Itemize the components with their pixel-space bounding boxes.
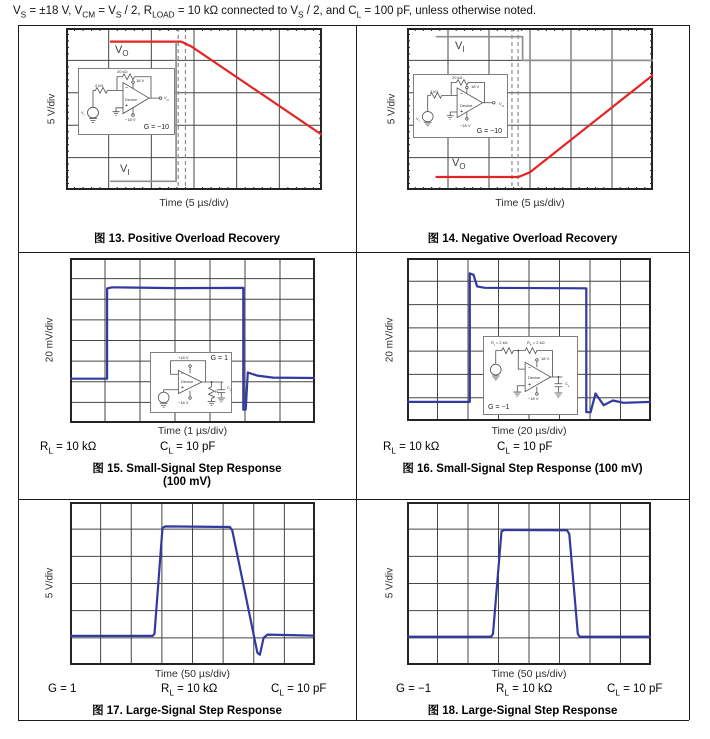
fig13-inset-vi-label: $V_I$ bbox=[81, 110, 85, 117]
fig17-oscilloscope-plot bbox=[70, 502, 315, 665]
fig16-circuit-inset bbox=[483, 336, 578, 415]
fig14-circuit-inset bbox=[413, 74, 508, 138]
fig14-inset-device-label: Device bbox=[460, 102, 473, 108]
fig16-inset-device-label: Device bbox=[528, 374, 541, 380]
fig18-x-axis-label: Time (50 µs/div) bbox=[491, 668, 567, 680]
table-rule-row2 bbox=[18, 499, 689, 500]
fig13-circuit-inset bbox=[78, 68, 175, 135]
fig17-condition-rl: $R_L = 10$ kΩ bbox=[161, 683, 218, 698]
fig17-condition-cl: $C_L = 10$ pF bbox=[271, 683, 327, 698]
fig14-x-axis-label: Time (5 µs/div) bbox=[495, 197, 565, 209]
fig17-plot-area bbox=[70, 502, 315, 665]
fig16-inset-gain-label: G = −1 bbox=[488, 404, 510, 411]
fig15-inset-gain-label: G = 1 bbox=[210, 355, 228, 362]
fig16-plot-area bbox=[407, 258, 651, 421]
fig18-y-axis-label: 5 V/div bbox=[384, 567, 396, 599]
fig13-inset-noninverting-input-sign: + bbox=[125, 103, 129, 109]
fig16-condition-rl: $R_L = 10$ kΩ bbox=[383, 441, 440, 456]
fig15-caption-line2: (100 mV) bbox=[163, 476, 211, 488]
table-divider-center bbox=[356, 25, 357, 720]
fig15-inset-rl-label: $R_L$ bbox=[215, 389, 220, 396]
fig18-caption: 图 18. Large-Signal Step Response bbox=[427, 705, 618, 717]
fig15-plot-area bbox=[70, 258, 315, 423]
fig16-inset-positive-supply: 18 V bbox=[541, 356, 550, 361]
fig15-circuit-inset bbox=[150, 352, 232, 413]
fig15-inset-negative-supply: −18 V bbox=[178, 400, 189, 405]
fig13-x-axis-label: Time (5 µs/div) bbox=[159, 197, 229, 209]
fig13-inset-positive-supply: 18 V bbox=[136, 78, 145, 83]
fig15-condition-rl: $R_L = 10$ kΩ bbox=[40, 441, 97, 456]
fig15-inset-inverting-input-sign: − bbox=[181, 371, 185, 377]
fig14-trace-label-vo: $V_O$ bbox=[452, 157, 466, 172]
trace-VI bbox=[437, 37, 654, 61]
fig15-inset-device-label: Device bbox=[181, 379, 194, 384]
table-rule-row1 bbox=[18, 252, 689, 253]
fig16-inset-feedback-resistor-label: $R_F = 2$ kΩ bbox=[527, 340, 545, 347]
fig16-inset-noninverting-input-sign: + bbox=[528, 382, 532, 388]
fig15-y-axis-label: 20 mV/div bbox=[44, 317, 56, 363]
table-border-top bbox=[18, 25, 689, 26]
fig13-trace-label-vi: $V_I$ bbox=[120, 163, 130, 178]
fig14-inset-input-resistor-value: 2 kΩ bbox=[430, 88, 439, 94]
fig13-inset-device-label: Device bbox=[125, 96, 138, 102]
fig17-x-axis-label: Time (50 µs/div) bbox=[154, 668, 231, 680]
fig13-inset-feedback-resistor-value: 20 kΩ bbox=[117, 69, 128, 74]
fig14-inset-vo-label: $V_O$ bbox=[499, 101, 505, 108]
fig17-condition-gain: G = 1 bbox=[48, 683, 77, 695]
fig14-inset-negative-supply: −18 V bbox=[460, 123, 471, 128]
fig16-inset-cl-label: $C_L$ bbox=[565, 381, 570, 388]
test-conditions-text: $V_S = \pm 18$ V, $V_{CM} = V_S / 2$, $R_{LOAD} = 10$ kΩ connected to $V_S / 2$, and $C_L = 100$ pF, unless otherwise noted. bbox=[13, 5, 537, 20]
fig16-inset-input-resistor-label: $R_I = 2$ kΩ bbox=[491, 340, 508, 347]
fig13-inset-input-resistor-value: 2 kΩ bbox=[95, 82, 104, 88]
fig14-inset-vi-label: $V_I$ bbox=[416, 116, 420, 123]
fig15-x-axis-label: Time (1 µs/div) bbox=[157, 425, 228, 437]
fig18-condition-cl: $C_L = 10$ pF bbox=[607, 683, 663, 698]
fig13-y-axis-label: 5 V/div bbox=[46, 93, 58, 125]
table-border-bottom bbox=[18, 720, 689, 721]
fig18-plot-area bbox=[407, 502, 651, 665]
fig16-caption: 图 16. Small-Signal Step Response (100 mV) bbox=[402, 463, 643, 475]
fig18-condition-gain: G = −1 bbox=[396, 683, 432, 695]
table-border-left bbox=[18, 25, 19, 720]
fig13-inset-negative-supply: −18 V bbox=[125, 117, 136, 122]
fig15-inset-positive-supply: +18 V bbox=[178, 355, 189, 360]
fig15-caption-line1: 图 15. Small-Signal Step Response bbox=[92, 463, 282, 475]
fig14-caption: 图 14. Negative Overload Recovery bbox=[427, 233, 618, 245]
fig13-inset-gain-label: G = −10 bbox=[143, 124, 169, 131]
fig14-inset-positive-supply: 18 V bbox=[471, 84, 480, 89]
fig18-oscilloscope-plot bbox=[407, 502, 651, 665]
fig16-condition-cl: $C_L = 10$ pF bbox=[497, 441, 553, 456]
fig14-inset-noninverting-input-sign: + bbox=[460, 109, 464, 115]
fig14-inset-inverting-input-sign: − bbox=[460, 91, 464, 97]
fig13-inset-vo-label: $V_O$ bbox=[164, 95, 170, 102]
fig18-condition-rl: $R_L = 10$ kΩ bbox=[496, 683, 553, 698]
fig17-caption: 图 17. Large-Signal Step Response bbox=[92, 705, 282, 717]
fig14-y-axis-label: 5 V/div bbox=[386, 93, 398, 125]
fig15-inset-cl-label: $C_L$ bbox=[227, 385, 232, 392]
fig13-trace-label-vo: $V_O$ bbox=[115, 44, 129, 59]
fig13-caption: 图 13. Positive Overload Recovery bbox=[93, 233, 280, 245]
fig13-plot-area bbox=[66, 28, 322, 190]
fig14-inset-feedback-resistor-value: 20 kΩ bbox=[452, 75, 463, 80]
fig13-inset-inverting-input-sign: − bbox=[125, 85, 129, 91]
fig14-trace-label-vi: $V_I$ bbox=[455, 40, 465, 55]
fig16-y-axis-label: 20 mV/div bbox=[384, 317, 396, 363]
fig15-inset-noninverting-input-sign: + bbox=[181, 385, 185, 391]
fig16-inset-inverting-input-sign: − bbox=[528, 365, 532, 371]
fig15-caption bbox=[18, 460, 356, 488]
fig16-inset-negative-supply: −18 V bbox=[528, 396, 539, 401]
fig17-y-axis-label: 5 V/div bbox=[44, 567, 56, 599]
table-border-right bbox=[689, 25, 690, 720]
fig16-x-axis-label: Time (20 µs/div) bbox=[491, 425, 567, 437]
fig14-inset-gain-label: G = −10 bbox=[476, 128, 502, 135]
fig14-plot-area bbox=[407, 28, 653, 190]
fig15-condition-cl: $C_L = 10$ pF bbox=[160, 441, 216, 456]
